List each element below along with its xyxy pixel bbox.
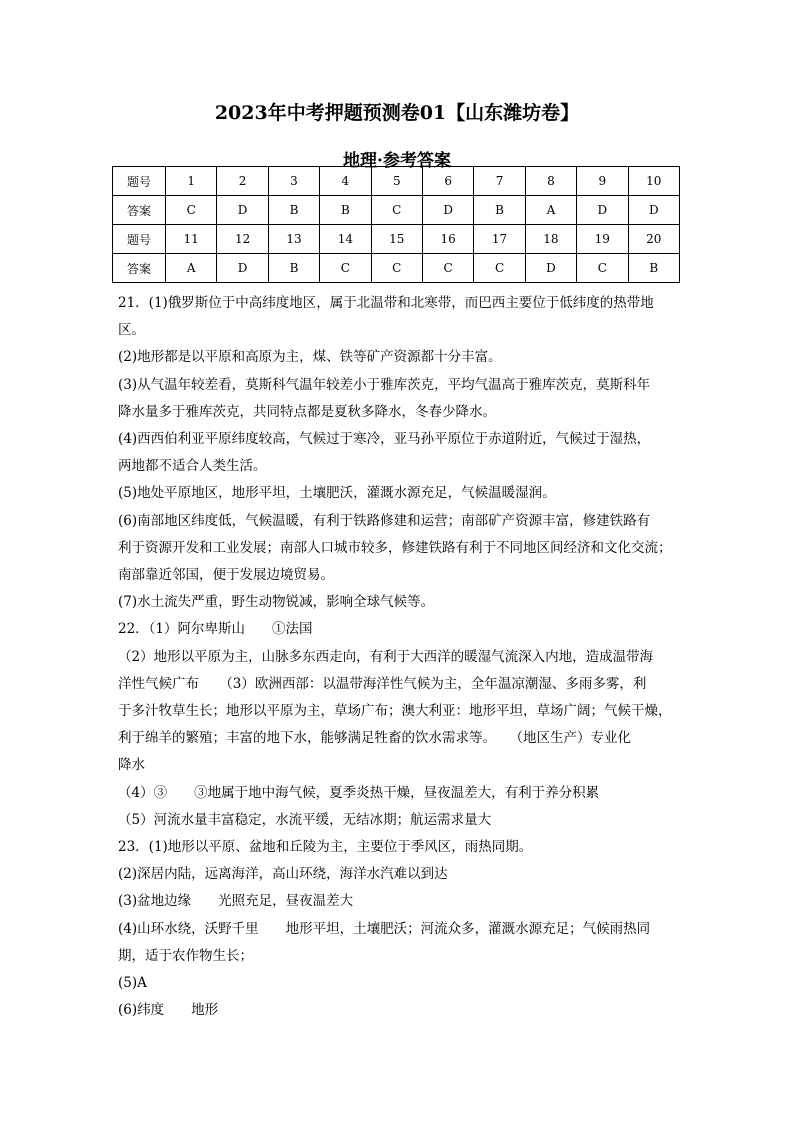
- answer-line: 期，适于农作物生长；: [118, 947, 253, 964]
- table-row: [113, 196, 680, 225]
- answer-line: (7)水土流失严重，野生动物锐减，影响全球气候等。: [118, 594, 435, 611]
- answer-cell: D: [217, 196, 268, 225]
- table-row: [113, 167, 680, 196]
- answer-cell: C: [371, 254, 422, 283]
- answer-cell: 18: [525, 225, 576, 254]
- answer-cell: C: [474, 254, 525, 283]
- answer-cell: C: [320, 254, 371, 283]
- answer-line: （5）河流水量丰富稳定，水流平缓，无结冰期；航运需求量大: [118, 811, 492, 828]
- answer-cell: C: [166, 196, 217, 225]
- table-row: [113, 225, 680, 254]
- answer-cell: B: [628, 254, 679, 283]
- answer-line: 南部靠近邻国，便于发展边境贸易。: [118, 567, 334, 584]
- answer-line: (4)西西伯利亚平原纬度较高，气候过于寒冷，亚马孙平原位于赤道附近，气候过于湿热，: [118, 431, 651, 448]
- answer-cell: 20: [628, 225, 679, 254]
- answer-cell: A: [166, 254, 217, 283]
- answer-cell: D: [577, 196, 628, 225]
- answer-cell: 19: [577, 225, 628, 254]
- answer-cell: A: [525, 196, 576, 225]
- answer-cell: D: [628, 196, 679, 225]
- answer-cell: B: [320, 196, 371, 225]
- answer-line: 于多汁牧草生长；地形以平原为主，草场广布；澳大利亚：地形平坦，草场广阔；气候干燥，: [118, 703, 672, 720]
- answer-cell: 10: [628, 167, 679, 196]
- answer-cell: 13: [268, 225, 319, 254]
- answer-line: (2)深居内陆，远离海洋，高山环绕，海洋水汽难以到达: [118, 866, 448, 883]
- answer-line: (4)山环水绕，沃野千里 地形平坦，土壤肥沃；河流众多，灌溉水源充足；气候雨热同: [118, 920, 651, 937]
- answer-line: 利于资源开发和工业发展；南部人口城市较多，修建铁路有利于不同地区间经济和文化交流；: [118, 539, 672, 556]
- answer-cell: 9: [577, 167, 628, 196]
- answer-cell: C: [577, 254, 628, 283]
- answer-cell: D: [525, 254, 576, 283]
- answer-cell: B: [268, 254, 319, 283]
- answer-line: (6)纬度 地形: [118, 1002, 219, 1019]
- answer-line: 降水量多于雅库茨克，共同特点都是夏秋多降水，冬春少降水。: [118, 403, 496, 420]
- answer-line: 降水: [118, 757, 145, 774]
- answer-cell: 15: [371, 225, 422, 254]
- answer-line: 22．（1）阿尔卑斯山 ①法国: [118, 621, 313, 638]
- answer-cell: C: [422, 254, 473, 283]
- answer-cell: 1: [166, 167, 217, 196]
- answer-line: 两地都不适合人类生活。: [118, 458, 267, 475]
- answer-cell: C: [371, 196, 422, 225]
- answer-line: 区。: [118, 322, 145, 339]
- answer-cell: 14: [320, 225, 371, 254]
- answer-line: (3)从气温年较差看，莫斯科气温年较差小于雅库茨克，平均气温高于雅库茨克，莫斯科年: [118, 376, 651, 393]
- answer-cell: 5: [371, 167, 422, 196]
- row-header-cell: 答案: [113, 196, 166, 225]
- answer-cell: 6: [422, 167, 473, 196]
- row-header-cell: 题号: [113, 225, 166, 254]
- answer-line: (2)地形都是以平原和高原为主，煤、铁等矿产资源都十分丰富。: [118, 349, 502, 366]
- answer-line: （4）③ ③地属于地中海气候，夏季炎热干燥，昼夜温差大，有利于养分积累: [118, 784, 600, 801]
- document-title: 2023年中考押题预测卷01【山东潍坊卷】: [214, 102, 580, 124]
- answer-line: 利于绵羊的繁殖；丰富的地下水，能够满足牲畜的饮水需求等。 （地区生产）专业化: [118, 730, 631, 747]
- answer-line: (6)南部地区纬度低，气候温暖，有利于铁路修建和运营；南部矿产资源丰富，修建铁路有: [118, 512, 651, 529]
- answer-cell: B: [268, 196, 319, 225]
- answer-line: 23．(1)地形以平原、盆地和丘陵为主，主要位于季风区，雨热同期。: [118, 839, 533, 856]
- answer-cell: D: [422, 196, 473, 225]
- answer-cell: 4: [320, 167, 371, 196]
- answer-line: (5)A: [118, 975, 147, 992]
- answer-line: 洋性气候广布 （3）欧洲西部：以温带海洋性气候为主，全年温凉潮湿、多雨多雾，利: [118, 675, 647, 692]
- answer-cell: B: [474, 196, 525, 225]
- document-subtitle: 地理·参考答案: [343, 151, 451, 171]
- answer-content: [118, 290, 680, 1024]
- answer-line: (3)盆地边缘 光照充足，昼夜温差大: [118, 893, 354, 910]
- answer-cell: 7: [474, 167, 525, 196]
- answer-cell: D: [217, 254, 268, 283]
- answer-cell: 12: [217, 225, 268, 254]
- answer-cell: 11: [166, 225, 217, 254]
- answer-cell: 17: [474, 225, 525, 254]
- answer-cell: 2: [217, 167, 268, 196]
- answer-line: 21．(1)俄罗斯位于中高纬度地区，属于北温带和北寒带，而巴西主要位于低纬度的热带地: [118, 295, 654, 311]
- answer-line: （2）地形以平原为主，山脉多东西走向，有利于大西洋的暖湿气流深入内地，造成温带海: [118, 648, 654, 665]
- answer-cell: 8: [525, 167, 576, 196]
- row-header-cell: 题号: [113, 167, 166, 196]
- answer-cell: 3: [268, 167, 319, 196]
- row-header-cell: 答案: [113, 254, 166, 283]
- table-row: [113, 254, 680, 283]
- answer-table: [112, 166, 680, 283]
- answer-cell: 16: [422, 225, 473, 254]
- answer-line: (5)地处平原地区，地形平坦，土壤肥沃，灌溉水源充足，气候温暖湿润。: [118, 485, 556, 502]
